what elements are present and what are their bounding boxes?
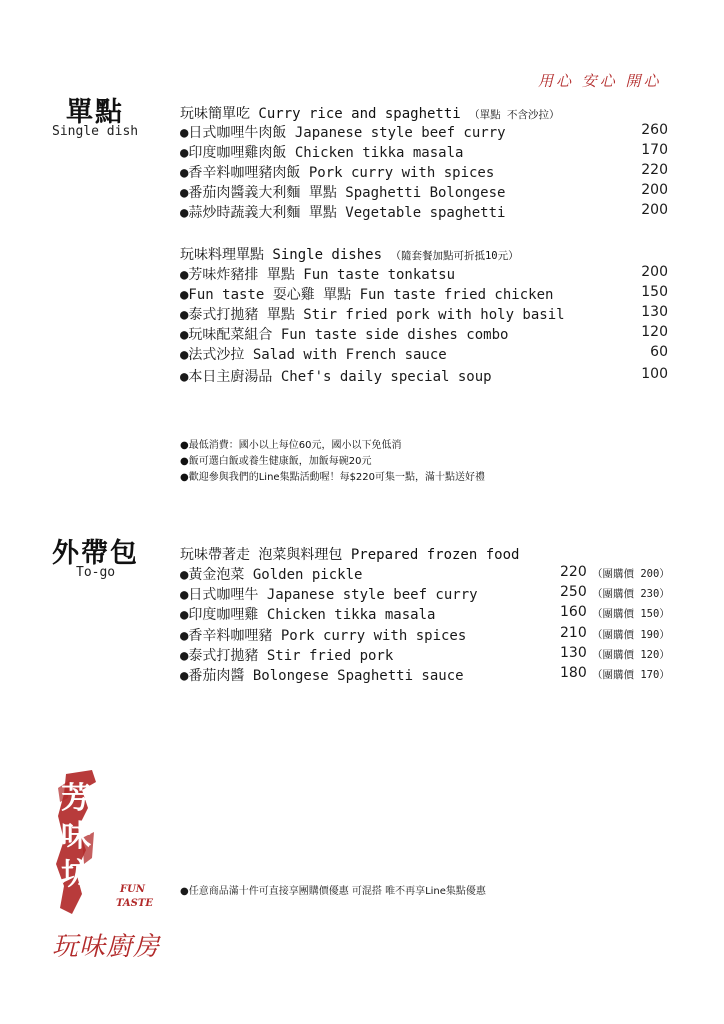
- togo-item: [180, 625, 676, 645]
- item-name: ●芳味炸豬排 單點 Fun taste tonkatsu: [180, 267, 456, 283]
- item-price: 180: [560, 665, 587, 681]
- note-line: ●最低消費：國小以上每位60元，國小以下免低消: [180, 440, 402, 451]
- item-name: ●番茄肉醬 Bolongese Spaghetti sauce: [180, 668, 464, 684]
- item-name: ●香辛料咖哩豬肉飯 Pork curry with spices: [180, 165, 495, 181]
- item-price: 200: [641, 264, 668, 280]
- togo-item: [180, 665, 676, 685]
- group-note: （單點 不含沙拉）: [469, 109, 560, 121]
- group-buy-price: （團購價 120）: [592, 649, 670, 661]
- item-price: 120: [641, 324, 668, 340]
- single-section-subtitle: Single dish: [52, 124, 139, 139]
- togo-item: [180, 564, 676, 584]
- item-price: 200: [641, 202, 668, 218]
- menu-item: [180, 344, 668, 364]
- logo-char: 味: [61, 819, 91, 854]
- group-title-curry-rice: [180, 103, 559, 123]
- item-price: 220: [560, 564, 587, 580]
- group-buy-price: （團購價 200）: [592, 568, 670, 580]
- item-price: 150: [641, 284, 668, 300]
- item-price: 160: [560, 604, 587, 620]
- item-price: 130: [560, 645, 587, 661]
- togo-item: [180, 645, 676, 665]
- item-name: ●Fun taste 耍心雞 單點 Fun taste fried chicken: [180, 287, 554, 303]
- footnote: ●任意商品滿十件可直接享團購價優惠 可混搭 唯不再享Line集點優惠: [180, 886, 486, 897]
- group-buy-price: （團購價 150）: [592, 608, 670, 620]
- item-price: 130: [641, 304, 668, 320]
- brand-logo: [52, 768, 162, 918]
- menu-item: [180, 162, 668, 182]
- togo-section-title: 外帶包: [52, 538, 139, 569]
- menu-item: [180, 324, 668, 344]
- item-price: 200: [641, 182, 668, 198]
- menu-item: [180, 264, 668, 284]
- menu-item: [180, 182, 668, 202]
- item-price: 60: [650, 344, 668, 360]
- item-price: 220: [641, 162, 668, 178]
- item-name: ●番茄肉醬義大利麵 單點 Spaghetti Bolongese: [180, 185, 506, 201]
- logo-en-taste: TASTE: [116, 898, 153, 909]
- menu-item: [180, 284, 668, 304]
- togo-item: [180, 584, 676, 604]
- note-line: ●歡迎參與我們的Line集點活動喔！每$220可集一點，滿十點送好禮: [180, 472, 486, 483]
- menu-item: [180, 304, 668, 324]
- brand-name: 玩味廚房: [52, 932, 161, 962]
- item-name: ●日式咖哩牛 Japanese style beef curry: [180, 587, 478, 603]
- item-name: ●本日主廚湯品 Chef's daily special soup: [180, 369, 492, 385]
- item-price: 260: [641, 122, 668, 138]
- item-name: ●蒜炒時蔬義大利麵 單點 Vegetable spaghetti: [180, 205, 506, 221]
- item-name: ●印度咖哩雞肉飯 Chicken tikka masala: [180, 145, 464, 161]
- single-notes: [180, 438, 485, 486]
- item-name: ●香辛料咖哩豬 Pork curry with spices: [180, 628, 467, 644]
- togo-group-title: 玩味帶著走 泡菜與料理包 Prepared frozen food: [180, 547, 520, 563]
- group-buy-price: （團購價 170）: [592, 669, 670, 681]
- item-name: ●印度咖哩雞 Chicken tikka masala: [180, 607, 436, 623]
- logo-char: 芳: [61, 781, 91, 816]
- item-name: ●玩味配菜組合 Fun taste side dishes combo: [180, 327, 509, 343]
- item-name: ●法式沙拉 Salad with French sauce: [180, 347, 447, 363]
- group-buy-price: （團購價 190）: [592, 629, 670, 641]
- item-name: ●泰式打拋豬 Stir fried pork: [180, 648, 394, 664]
- logo-en-fun: FUN: [120, 884, 145, 895]
- single-section-title: 單點: [66, 97, 124, 128]
- group-title-text: 玩味簡單吃 Curry rice and spaghetti: [180, 106, 461, 122]
- logo-char: 坊: [61, 857, 91, 892]
- item-price: 210: [560, 625, 587, 641]
- item-price: 100: [641, 366, 668, 382]
- slogan: 用心 安心 開心: [538, 72, 662, 90]
- note-line: ●飯可選白飯或養生健康飯，加飯每碗20元: [180, 456, 372, 467]
- group-note: （隨套餐加點可折抵10元）: [390, 250, 519, 262]
- togo-item: [180, 604, 676, 624]
- menu-item: [180, 142, 668, 162]
- item-price: 250: [560, 584, 587, 600]
- menu-item: [180, 202, 668, 222]
- menu-item: [180, 122, 668, 142]
- menu-item: [180, 366, 668, 386]
- item-name: ●泰式打拋豬 單點 Stir fried pork with holy basil: [180, 307, 565, 323]
- group-buy-price: （團購價 230）: [592, 588, 670, 600]
- item-name: ●日式咖哩牛肉飯 Japanese style beef curry: [180, 125, 506, 141]
- item-price: 170: [641, 142, 668, 158]
- group-title-single-dishes: [180, 244, 519, 264]
- logo-artwork: [52, 768, 162, 918]
- item-name: ●黃金泡菜 Golden pickle: [180, 567, 363, 583]
- togo-section-subtitle: To-go: [76, 565, 116, 580]
- group-title-text: 玩味料理單點 Single dishes: [180, 247, 383, 263]
